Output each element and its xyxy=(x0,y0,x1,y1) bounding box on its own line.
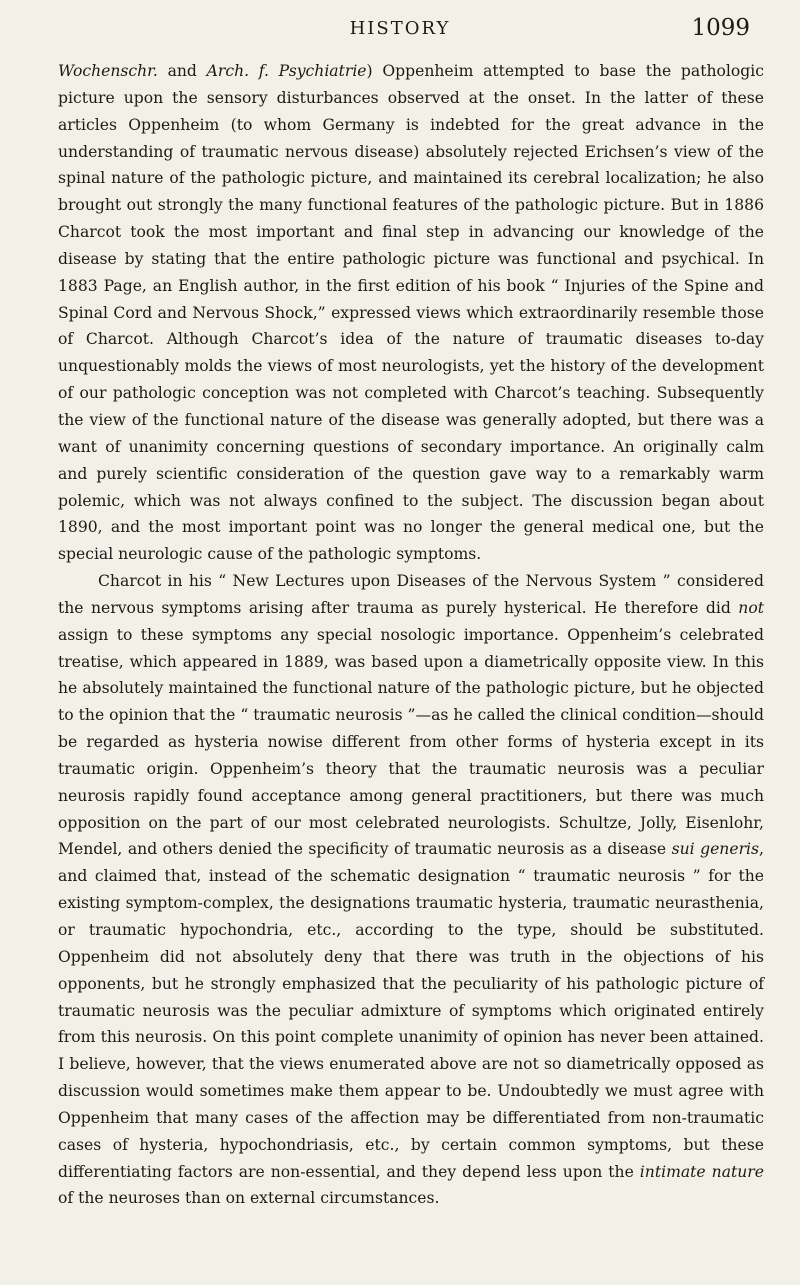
text-run: Wochenschr. xyxy=(58,62,158,80)
running-head: HISTORY xyxy=(349,18,451,39)
text-run: and xyxy=(157,62,207,80)
paragraph xyxy=(58,568,764,1212)
text-run: of the neuroses than on external circumstances. xyxy=(58,1189,440,1208)
page-header xyxy=(0,14,800,50)
text-run: not xyxy=(738,598,764,617)
text-run: assign to these symptoms any special nosologic importance. Oppenheim’s celebrated treatise, which appeared in 1889, was based upon a diametrically opposite view. In this he absolutely maintained the functional nature of the pathologic picture, but he objected to the opinion that the “ traumatic neurosis ”—as he called the clinical condition—should be regarded as hysteria nowise different from other forms of hysteria except in its traumatic origin. Oppenheim’s theory that the traumatic neurosis was a peculiar neurosis rapidly found acceptance among general practitioners, but there was much opposition on the part of our most celebrated neurologists. Schultze, Jolly, Eisenlohr, Mendel, and others denied the specificity of traumatic neurosis as a disease xyxy=(58,625,764,859)
body-text xyxy=(58,58,764,1212)
text-run: sui generis xyxy=(671,840,760,859)
text-run: ) Oppenheim attempted to base the pathologic picture upon the sensory disturbances observed at the onset. In the latter of these articles Oppenheim (to whom Germany is indebted for the great advance in the understanding of traumatic nervous disease) absolutely rejected Erichsen’s view of the spinal nature of the pathologic picture, and maintained its cerebral localization; he also brought out strongly the many functional features of the pathologic picture. But in 1886 Charcot took the most important and final step in advancing our knowledge of the disease by stating that the entire pathologic picture was functional and psychical. In 1883 Page, an English author, in the first edition of his book “ Injuries of the Spine and Spinal Cord and Nervous Shock,” expressed views which extraordinarily resemble those of Charcot. Although Charcot’s idea of the nature of traumatic diseases to-day unquestionably molds the views of most neurologists, yet the history of the development of our pathologic conception was not completed with Charcot’s teaching. Subsequently the view of the functional nature of the disease was generally adopted, but there was a want of unanimity concerning questions of secondary importance. An originally calm and purely scientific consideration of the question gave way to a remarkably warm polemic, which was not always confined to the subject. The discussion began about 1890, and the most important point was no longer the general medical one, but the special neurologic cause of the pathologic symptoms. xyxy=(58,62,764,564)
paragraph xyxy=(58,58,764,568)
text-run: intimate nature xyxy=(639,1162,764,1181)
text-run: , and claimed that, instead of the schematic designation “ traumatic neurosis ” for the existing symptom-complex, the designations traumatic hysteria, traumatic neurasthenia, or traumatic hypochondria, etc., according to the type, should be substituted. Oppenheim did not absolutely deny that there was truth in the objections of his opponents, but he strongly emphasized that the peculiarity of his pathologic picture of traumatic neurosis was the peculiar admixture of symptoms which originated entirely from this neurosis. On this point complete unanimity of opinion has never been attained. I believe, however, that the views enumerated above are not so diametrically opposed as discussion would sometimes make them appear to be. Undoubtedly we must agree with Oppenheim that many cases of the affection may be differentiated from non-traumatic cases of hysteria, hypochondriasis, etc., by certain common symptoms, but these differentiating factors are non-essential, and they depend less upon the xyxy=(58,840,764,1181)
text-run: Arch. f. Psychiatrie xyxy=(206,62,367,80)
page-number: 1099 xyxy=(691,15,750,41)
text-run: Charcot in his “ New Lectures upon Diseases of the Nervous System ” considered the nervous symptoms arising after trauma as purely hysterical. He therefore did xyxy=(58,572,764,617)
